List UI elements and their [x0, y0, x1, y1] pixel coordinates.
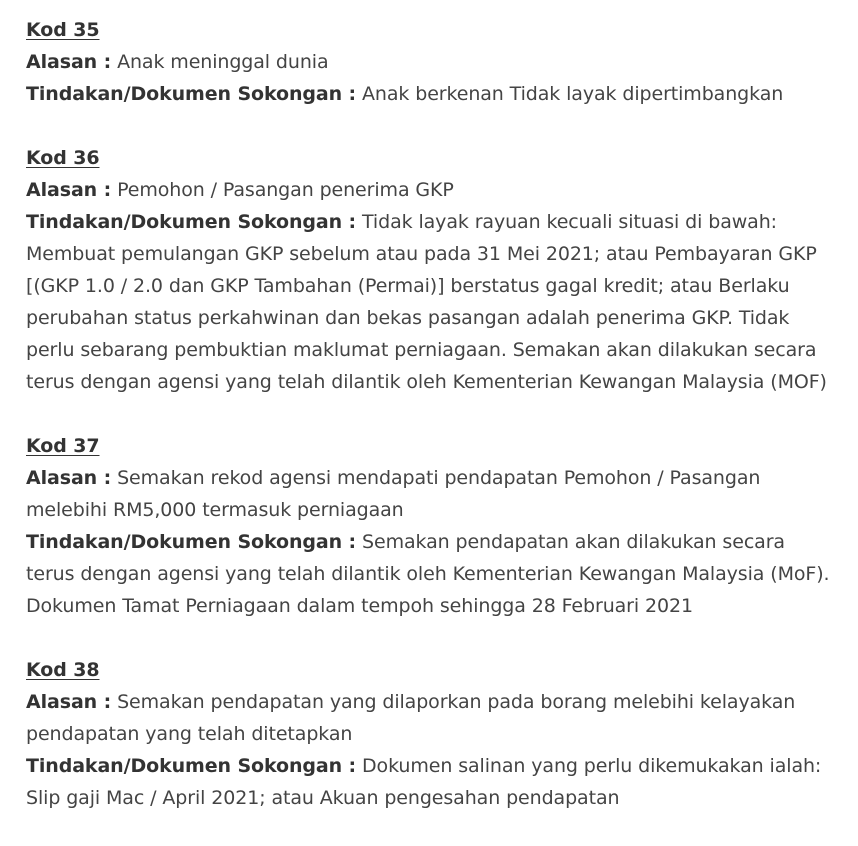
code-heading	[26, 142, 836, 174]
reason-label: Alasan :	[26, 467, 112, 489]
code-heading	[26, 14, 836, 46]
reason-text: Semakan rekod agensi mendapati pendapatan Pemohon / Pasangan melebihi RM5,000 termasuk perniagaan	[26, 467, 761, 521]
code-label: Kod 37	[26, 435, 100, 457]
reason-label: Alasan :	[26, 179, 112, 201]
action-line	[26, 206, 836, 398]
code-heading	[26, 430, 836, 462]
code-label: Kod 36	[26, 147, 100, 169]
reason-text: Anak meninggal dunia	[117, 51, 329, 73]
code-heading	[26, 654, 836, 686]
reason-label: Alasan :	[26, 691, 112, 713]
action-label: Tindakan/Dokumen Sokongan :	[26, 755, 357, 777]
entry-kod-38	[26, 654, 836, 814]
code-label: Kod 35	[26, 19, 100, 41]
action-line	[26, 526, 836, 622]
action-text: Semakan pendapatan akan dilakukan secara terus dengan agensi yang telah dilantik oleh Kementerian Kewangan Malaysia (MoF). Dokumen Tamat Perniagaan dalam tempoh sehingga 28 Februari 2021	[26, 531, 830, 617]
code-label: Kod 38	[26, 659, 100, 681]
action-line	[26, 750, 836, 814]
article-content	[26, 14, 836, 846]
action-text: Anak berkenan Tidak layak dipertimbangkan	[362, 83, 784, 105]
reason-text: Semakan pendapatan yang dilaporkan pada borang melebihi kelayakan pendapatan yang telah ditetapkan	[26, 691, 796, 745]
reason-line	[26, 686, 836, 750]
reason-label: Alasan :	[26, 51, 112, 73]
action-line	[26, 78, 836, 110]
entry-kod-37	[26, 430, 836, 622]
reason-line	[26, 46, 836, 78]
action-text: Dokumen salinan yang perlu dikemukakan ialah: Slip gaji Mac / April 2021; atau Akuan pengesahan pendapatan	[26, 755, 822, 809]
action-label: Tindakan/Dokumen Sokongan :	[26, 531, 357, 553]
action-label: Tindakan/Dokumen Sokongan :	[26, 83, 357, 105]
entry-kod-35	[26, 14, 836, 110]
entry-kod-36	[26, 142, 836, 398]
reason-line	[26, 174, 836, 206]
action-text: Tidak layak rayuan kecuali situasi di bawah: Membuat pemulangan GKP sebelum atau pada 31 Mei 2021; atau Pembayaran GKP [(GKP 1.0 / 2.0 dan GKP Tambahan (Permai)] berstatus gagal kredit; atau Berlaku perubahan status perkahwinan dan bekas pasangan adalah penerima GKP. Tidak perlu sebarang pembuktian maklumat perniagaan. Semakan akan dilakukan secara terus dengan agensi yang telah dilantik oleh Kementerian Kewangan Malaysia (MOF)	[26, 211, 827, 393]
reason-text: Pemohon / Pasangan penerima GKP	[117, 179, 454, 201]
action-label: Tindakan/Dokumen Sokongan :	[26, 211, 357, 233]
reason-line	[26, 462, 836, 526]
